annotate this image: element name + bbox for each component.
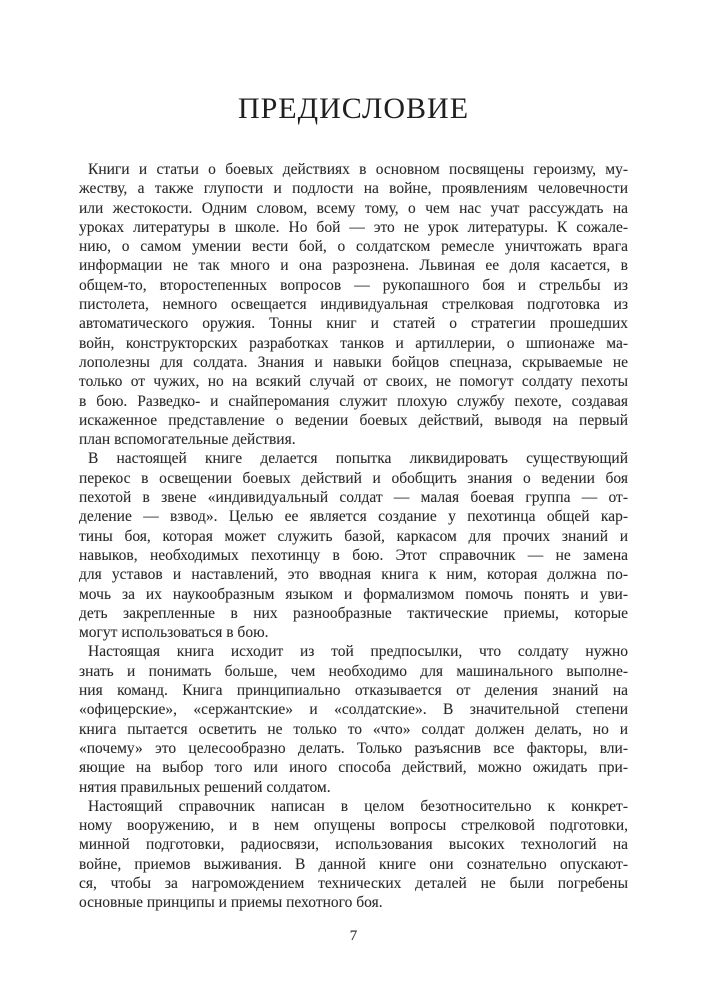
text-line: Книги и статьи о боевых действиях в основном посвящены героизму, му- — [88, 161, 628, 178]
text-line: яющие на выбор того или иного способа действий, можно ожидать при- — [79, 759, 628, 777]
text-line: войн, конструкторских разработках танков и артиллерии, о шпионаже ма- — [79, 334, 628, 352]
text-line: книга пытается осветить не только то «что» солдат должен делать, но и — [79, 720, 628, 738]
page-number: 7 — [349, 928, 358, 944]
text-line: ному вооружению, и в нем опущены вопросы стрелковой подготовки, — [79, 817, 628, 835]
paragraph — [79, 160, 628, 449]
text-line: лополезны для солдата. Знания и навыки бойцов спецназа, скрываемые не — [79, 353, 628, 371]
text-line: перекос в освещении боевых действий и обобщить знания о ведении боя — [79, 469, 628, 487]
text-line: деление — взвод». Целью ее является создание у пехотинца общей кар- — [79, 508, 628, 526]
text-line: в бою. Разведко- и снайперомания служит плохую службу пехоте, создавая — [79, 392, 628, 410]
text-line: основные принципы и приемы пехотного боя. — [79, 894, 383, 912]
text-line: автоматического оружия. Тонны книг и статей о стратегии прошедших — [79, 315, 628, 333]
body-text — [79, 160, 628, 913]
text-line: Настоящая книга исходит из той предпосылки, что солдату нужно — [88, 643, 628, 661]
paragraph — [79, 449, 628, 642]
text-line: жеству, а также глупости и подлости на войне, проявлениям человечности — [79, 180, 628, 198]
text-line: деть закрепленные в них разнообразные тактические приемы, которые — [79, 604, 628, 622]
text-line: могут использоваться в бою. — [79, 624, 269, 642]
text-line: искаженное представление о ведении боевых действий, выводя на первый — [79, 411, 628, 429]
text-line: минной подготовки, радиосвязи, использования высоких технологий на — [79, 836, 628, 854]
text-line: ся, чтобы за нагромождением технических деталей не были погребены — [79, 874, 628, 892]
text-line: ния команд. Книга принципиально отказывается от деления знаний на — [79, 682, 628, 700]
text-line: тины боя, которая может служить базой, каркасом для прочих знаний и — [79, 527, 628, 545]
text-line: или жестокости. Одним словом, всему тому, о чем нас учат рассуждать на — [79, 199, 628, 217]
text-line: знать и понимать больше, чем необходимо для машинального выполне- — [79, 662, 628, 680]
text-line: Настоящий справочник написан в целом безотносительно к конкрет- — [88, 797, 628, 815]
text-line: мочь за их наукообразным языком и формализмом помочь понять и уви- — [79, 585, 628, 603]
text-line: уроках литературы в школе. Но бой — это не урок литературы. К сожале- — [79, 218, 628, 236]
text-line: навыков, необходимых пехотинцу в бою. Этот справочник — не замена — [79, 546, 628, 564]
text-line: только от чужих, но на всякий случай от своих, не помогут солдату пехоты — [79, 373, 628, 391]
text-line: общем-то, второстепенных вопросов — рукопашного боя и стрельбы из — [79, 276, 628, 294]
paragraph — [79, 642, 628, 796]
paragraph — [79, 797, 628, 913]
text-line: пехотой в звене «индивидуальный солдат — малая боевая группа — от- — [79, 489, 628, 507]
text-line: «офицерские», «сержантские» и «солдатские». В значительной степени — [79, 701, 628, 719]
text-line: информации не так много и она разрознена. Львиная ее доля касается, в — [79, 257, 628, 275]
text-line: для уставов и наставлений, это вводная книга к ним, которая должна по- — [79, 566, 628, 584]
text-line: нятия правильных решений солдатом. — [79, 778, 331, 796]
page-title: ПРЕДИСЛОВИЕ — [237, 92, 470, 126]
text-line: «почему» это целесообразно делать. Только разъяснив все факторы, вли- — [79, 739, 628, 757]
text-line: В настоящей книге делается попытка ликвидировать существующий — [88, 450, 628, 468]
text-line: пистолета, немного освещается индивидуальная стрелковая подготовка из — [79, 296, 628, 314]
text-line: войне, приемов выживания. В данной книге они сознательно опускают- — [79, 855, 628, 873]
text-line: нию, о самом умении вести бой, о солдатском ремесле уничтожать врага — [79, 238, 628, 256]
text-line: план вспомогательные действия. — [79, 431, 296, 449]
